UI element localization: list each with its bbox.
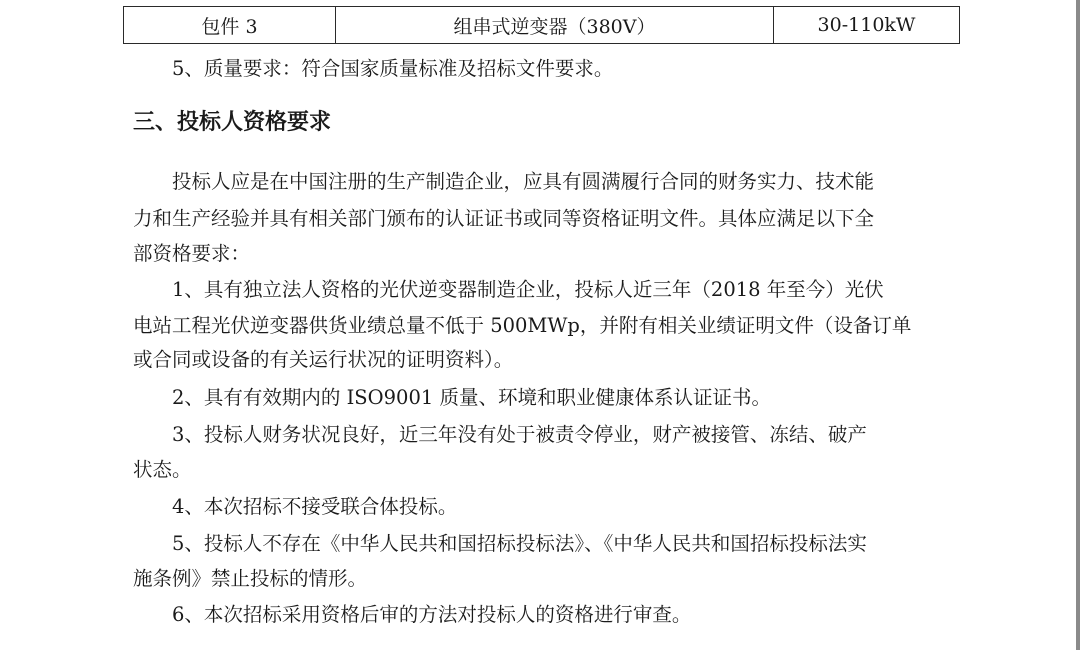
requirement-3-line-2: 状态。 [133, 458, 192, 481]
table-cell-equipment: 组串式逆变器（380V） [336, 7, 774, 44]
requirement-5-line-2: 施条例》禁止投标的情形。 [133, 567, 368, 590]
requirement-1-line-2: 电站工程光伏逆变器供货业绩总量不低于 500MWp，并附有相关业绩证明文件（设备订单 [133, 314, 912, 337]
page-edge [1076, 0, 1080, 650]
table-cell-package: 包件 3 [124, 7, 336, 44]
package-table [123, 6, 960, 44]
intro-line-2: 力和生产经验并具有相关部门颁布的认证证书或同等资格证明文件。具体应满足以下全 [133, 207, 875, 230]
requirement-2-line: 2、具有有效期内的 ISO9001 质量、环境和职业健康体系认证证书。 [172, 386, 771, 409]
requirement-5-line-1: 5、投标人不存在《中华人民共和国招标投标法》、《中华人民共和国招标投标法实 [172, 532, 867, 555]
requirement-6-line: 6、本次招标采用资格后审的方法对投标人的资格进行审查。 [172, 603, 692, 626]
requirement-4-line: 4、本次招标不接受联合体投标。 [172, 495, 458, 518]
requirement-3-line-1: 3、投标人财务状况良好，近三年没有处于被责令停业，财产被接管、冻结、破产 [172, 423, 867, 446]
quality-requirement-line: 5、质量要求：符合国家质量标准及招标文件要求。 [172, 57, 614, 80]
requirement-1-line-3: 或合同或设备的有关运行状况的证明资料）。 [133, 348, 514, 371]
requirement-1-line-1: 1、具有独立法人资格的光伏逆变器制造企业，投标人近三年（2018 年至今）光伏 [172, 278, 884, 301]
intro-line-3: 部资格要求： [133, 242, 251, 265]
table-cell-capacity: 30-110kW [774, 7, 960, 44]
table-row [124, 7, 960, 44]
section-heading: 三、投标人资格要求 [133, 109, 332, 135]
intro-line-1: 投标人应是在中国注册的生产制造企业，应具有圆满履行合同的财务实力、技术能 [172, 170, 875, 193]
